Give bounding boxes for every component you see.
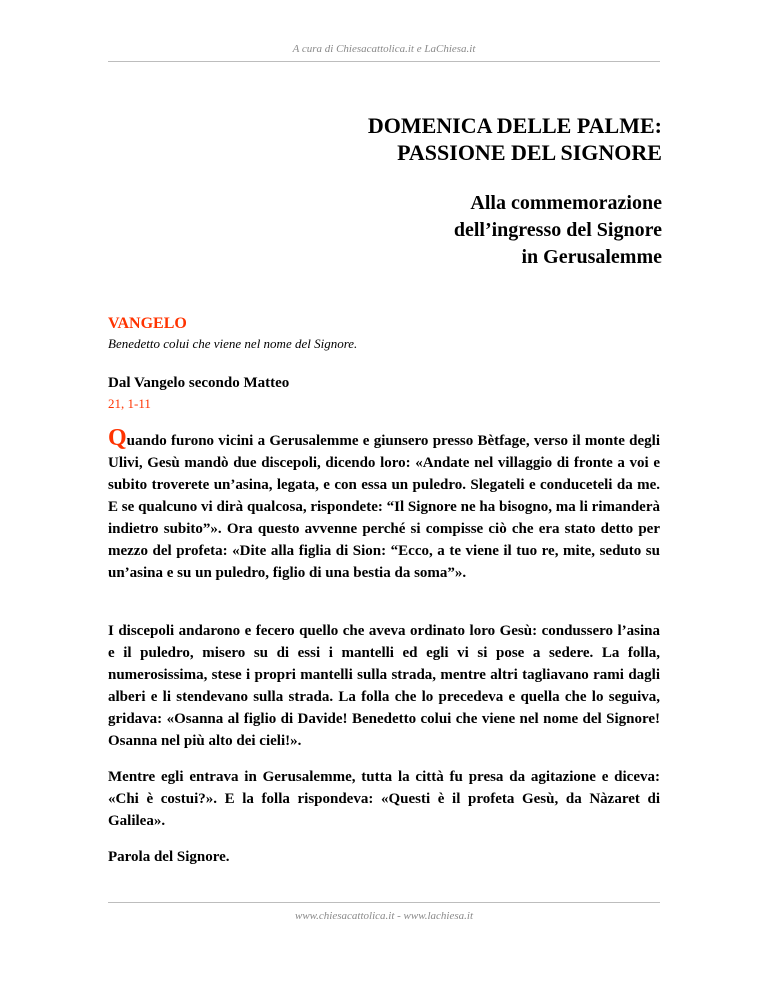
reading-closing: Parola del Signore. bbox=[108, 849, 230, 865]
subtitle-line-3: in Gerusalemme bbox=[521, 246, 662, 268]
reading-paragraph-2: I discepoli andarono e fecero quello che aveva ordinato loro Gesù: condussero l’asina e il puledro, misero su di essi i mantelli ed egli vi si pose a sedere. La folla, numerosissima, stese i propri mantelli sulla strada, mentre altri tagliavano rami dagli alberi e li stendevano sulla strada. La folla che lo precedeva e quella che lo seguiva, gridava: «Osanna al figlio di Davide! Benedetto colui che viene nel nome del Signore! Osanna nel più alto dei cieli!». bbox=[108, 623, 660, 749]
page-footer: www.chiesacattolica.it - www.lachiesa.it bbox=[294, 910, 474, 922]
drop-cap: Q bbox=[108, 425, 127, 451]
section-antiphon: Benedetto colui che viene nel nome del Signore. bbox=[108, 336, 358, 351]
footer-divider bbox=[108, 902, 660, 903]
reading-reference: 21, 1-11 bbox=[108, 396, 151, 411]
subtitle-line-2: dell’ingresso del Signore bbox=[453, 219, 662, 241]
reading-paragraph-3: Mentre egli entrava in Gerusalemme, tutta la città fu presa da agitazione e diceva: «Chi è costui?». E la folla rispondeva: «Questi è il profeta Gesù, da Nàzaret di Galilea». bbox=[108, 769, 660, 829]
document-subtitle bbox=[454, 190, 662, 271]
header-divider bbox=[108, 61, 660, 62]
document-title bbox=[368, 112, 662, 166]
page-header: A cura di Chiesacattolica.it e LaChiesa.it bbox=[292, 43, 476, 55]
subtitle-line-1: Alla commemorazione bbox=[470, 192, 662, 214]
section-label: VANGELO bbox=[108, 315, 187, 332]
paragraph-1-text: uando furono vicini a Gerusalemme e giunsero presso Bètfage, verso il monte degli Ulivi, Gesù mandò due discepoli, dicendo loro: «Andate nel villaggio di fronte a voi e subito troverete un’asina, legata, e con essa un puledro. Slegateli e conduceteli da me. E se qualcuno vi dirà qualcosa, rispondete: “Il Signore ne ha bisogno, ma li rimanderà indietro subito”». Ora questo avvenne perché si compisse ciò che era stato detto per mezzo del profeta: «Dite alla figlia di Sion: “Ecco, a te viene il tuo re, mite, seduto su un’asina e su un puledro, figlio di una bestia da soma”». bbox=[108, 433, 660, 581]
reading-paragraph-1 bbox=[108, 425, 660, 584]
title-line-2: PASSIONE DEL SIGNORE bbox=[397, 140, 662, 165]
title-line-1: DOMENICA DELLE PALME: bbox=[367, 113, 662, 138]
reading-source: Dal Vangelo secondo Matteo bbox=[108, 375, 290, 391]
